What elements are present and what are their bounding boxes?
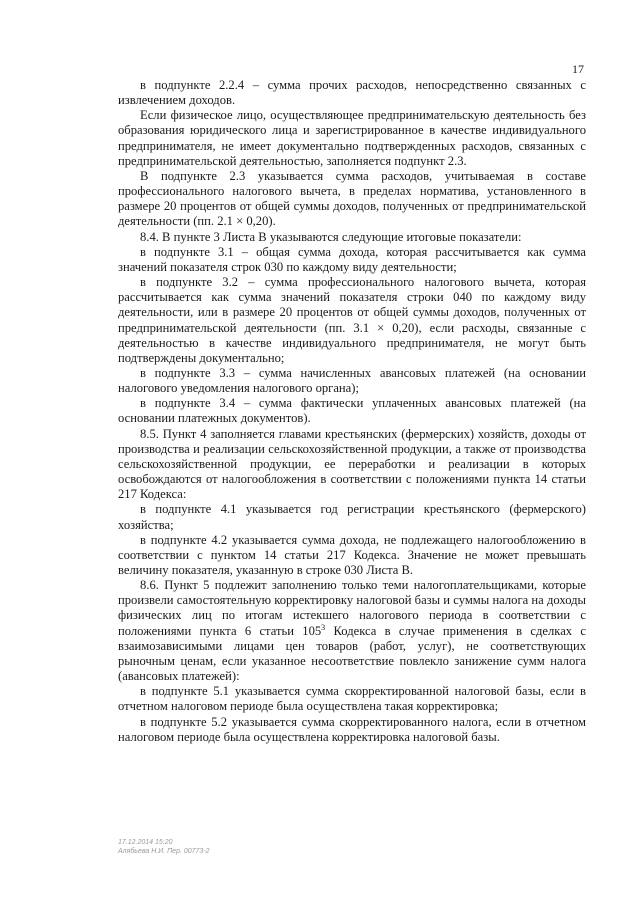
paragraph: в подпункте 3.1 – общая сумма дохода, которая рассчитывается как сумма значений показателя строк 030 по каждому виду деятельности;: [118, 244, 586, 274]
page-number: 17: [572, 62, 584, 76]
footer-line: 17.12.2014 15:20: [118, 839, 173, 846]
paragraph: в подпункте 5.1 указывается сумма скорректированной налоговой базы, если в отчетном налоговом периоде была осуществлена такая корректировка;: [118, 684, 586, 714]
paragraph: Если физическое лицо, осуществляющее предпринимательскую деятельность без образования юридического лица и зарегистрированное в качестве индивидуального предпринимателя, не имеет документально подтвержденных расходов, связанных с предпринимательской деятельностью, заполняется подпункт 2.3.: [118, 108, 586, 168]
paragraph: В подпункте 2.3 указывается сумма расходов, учитываемая в составе профессионального налогового вычета, в пределах норматива, установленного в размере 20 процентов от общей суммы доходов, полученных от предпринимательской деятельности (пп. 2.1 × 0,20).: [118, 168, 586, 229]
paragraph: в подпункте 5.2 указывается сумма скорректированного налога, если в отчетном налоговом периоде была осуществлена корректировка налоговой базы.: [118, 714, 586, 744]
paragraph: в подпункте 4.1 указывается год регистрации крестьянского (фермерского) хозяйства;: [118, 502, 586, 532]
footer-stamp: [118, 838, 210, 856]
paragraph: 8.5. Пункт 4 заполняется главами крестьянских (фермерских) хозяйств, доходы от производства и реализации сельскохозяйственной продукции, а также от производства сельскохозяйственной продукции, ее переработки и реализации в которых освобождаются от налогообложения в соответствии с положениями пункта 14 статьи 217 Кодекса:: [118, 426, 586, 502]
paragraph: 8.4. В пункте 3 Листа В указываются следующие итоговые показатели:: [140, 229, 522, 244]
paragraph-8-6: [118, 578, 586, 684]
paragraph: в подпункте 4.2 указывается сумма дохода, не подлежащего налогообложению в соответствии с пунктом 14 статьи 217 Кодекса. Значение не может превышать величину показателя, указанную в строке 030 Листа В.: [118, 532, 586, 577]
footer-line: Алябьева Н.И. Пер. 00773-2: [118, 848, 210, 855]
paragraph: в подпункте 3.4 – сумма фактически уплаченных авансовых платежей (на основании платежных документов).: [118, 396, 586, 426]
superscript: 3: [321, 622, 326, 632]
paragraph: в подпункте 3.3 – сумма начисленных авансовых платежей (на основании налогового уведомления налогового органа);: [118, 365, 586, 396]
paragraph-8-6-after: Кодекса в случае применения в сделках с взаимозависимыми лицами цен товаров (работ, услуг), не соответствующих рыночным ценам, если указанное несоответствие повлекло занижение сумм налога (авансовых платежей):: [118, 623, 587, 684]
document-body: [118, 78, 586, 745]
paragraph: в подпункте 2.2.4 – сумма прочих расходов, непосредственно связанных с извлечением доходов.: [118, 78, 586, 108]
paragraph: в подпункте 3.2 – сумма профессионального налогового вычета, которая рассчитывается как сумма значений показателя строки 040 по каждому виду деятельности, или в размере 20 процентов от общей суммы доходов, полученных от предпринимательской деятельности (пп. 3.1 × 0,20), если расходы, связанные с деятельностью в качестве индивидуального предпринимателя, не могут быть подтверждены документально;: [118, 275, 586, 365]
paragraph-8-6-before: 8.6. Пункт 5 подлежит заполнению только теми налогоплательщиками, которые произвели самостоятельную корректировку налоговой базы и суммы налога на доходы физических лиц по итогам истекшего налогового периода в соответствии с положениями пункта 6 статьи 105: [118, 578, 586, 638]
